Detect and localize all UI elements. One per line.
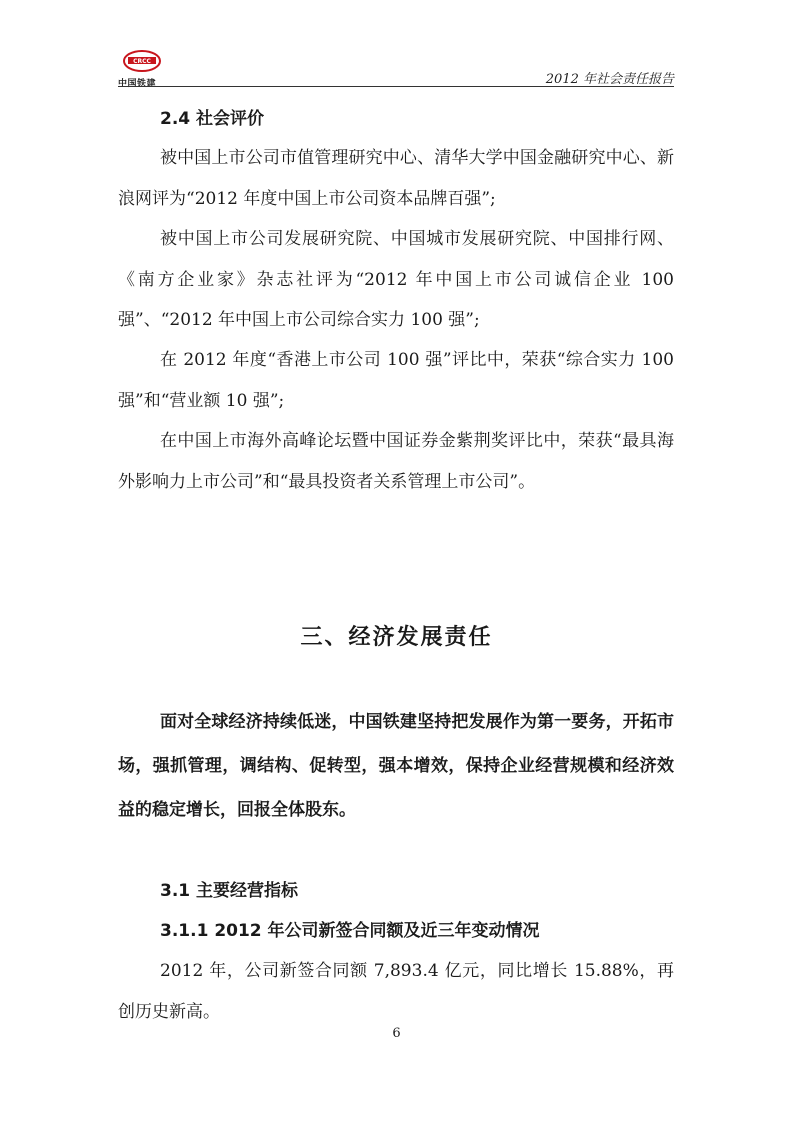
paragraph-4: 在中国上市海外高峰论坛暨中国证券金紫荆奖评比中，荣获“最具海外影响力上市公司”和“最具投资者关系管理上市公司”。 bbox=[118, 431, 674, 492]
paragraph-3-1-1: 2012 年，公司新签合同额 7,893.4 亿元，同比增长 15.88%，再创历史新高。 bbox=[118, 961, 674, 1022]
section-heading-2-4: 2.4 社会评价 bbox=[160, 109, 265, 129]
paragraph-1: 被中国上市公司市值管理研究中心、清华大学中国金融研究中心、新浪网评为“2012 年度中国上市公司资本品牌百强”; bbox=[118, 148, 674, 209]
logo-text: 中国铁建 bbox=[118, 79, 157, 89]
company-logo bbox=[118, 48, 168, 88]
subsection-heading-3-1-1: 3.1.1 2012 年公司新签合同额及近三年变动情况 bbox=[160, 921, 540, 941]
paragraph-2: 被中国上市公司发展研究院、中国城市发展研究院、中国排行网、《南方企业家》杂志社评为“2012 年中国上市公司诚信企业 100 强”、“2012 年中国上市公司综合实力 100 强”; bbox=[118, 229, 674, 330]
chapter-title: 三、经济发展责任 bbox=[300, 625, 493, 650]
page-number: 6 bbox=[392, 1026, 401, 1041]
chapter-intro: 面对全球经济持续低迷，中国铁建坚持把发展作为第一要务，开拓市场，强抓管理，调结构、促转型，强本增效，保持企业经营规模和经济效益的稳定增长，回报全体股东。 bbox=[118, 712, 674, 820]
section-heading-3-1: 3.1 主要经营指标 bbox=[160, 881, 299, 901]
header-divider bbox=[118, 86, 674, 87]
paragraph-3: 在 2012 年度“香港上市公司 100 强”评比中，荣获“综合实力 100 强”和“营业额 10 强”; bbox=[118, 350, 674, 411]
crcc-logo-icon bbox=[122, 48, 162, 72]
page-header bbox=[118, 42, 674, 88]
report-title: 2012 年社会责任报告 bbox=[545, 72, 674, 87]
svg-text:CRCC: CRCC bbox=[133, 58, 151, 65]
